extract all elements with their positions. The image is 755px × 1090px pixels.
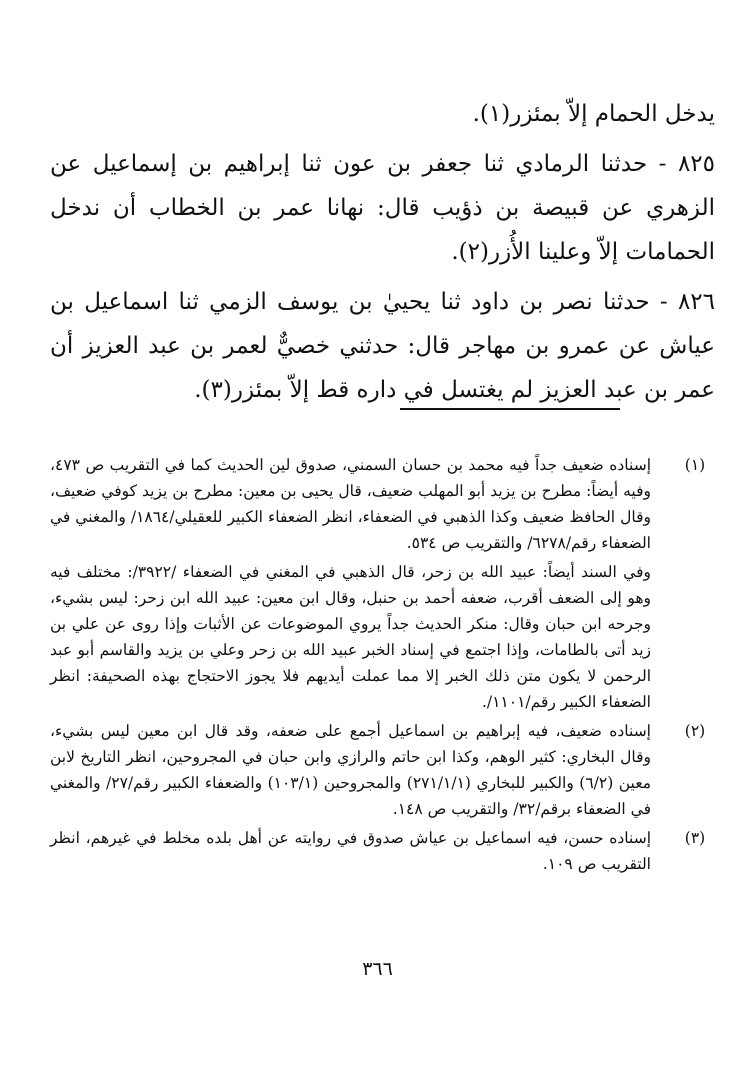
main-text [50,92,715,418]
hadith-825: ٨٢٥ - حدثنا الرمادي ثنا جعفر بن عون ثنا إبراهيم بن إسماعيل عن الزهري عن قبيصة بن ذؤيب قال: نهانا عمر بن الخطاب أن ندخل الحمامات إلاّ وعلينا الأُزر(٢). [50,151,715,265]
page-number: ٣٦٦ [362,958,393,980]
hadith-826: ٨٢٦ - حدثنا نصر بن داود ثنا يحييٰ بن يوسف الزمي ثنا اسماعيل بن عياش عن عمرو بن مهاجر قال: حدثني خصيٌّ لعمر بن عبد العزيز أن عمر بن عبد العزيز لم يغتسل في داره قط إلاّ بمئزر(٣). [50,289,715,403]
footnote-text-continued: وفي السند أيضاً: عبيد الله بن زحر، قال الذهبي في المغني في الضعفاء /٣٩٢٢/: مختلف فيه وهو إلى الضعف أقرب، ضعفه أحمد بن حنبل، وقال ابن معين: عبيد الله ابن زحر: ليس بشيء، وجرحه ابن حبان وقال: منكر الحديث جداً يروي الموضوعات عن الأثبات وإذا روى عن علي بن زيد أتى بالطامات، وإذا اجتمع في إسناد الخبر عبيد الله بن زحر وعلي بن يزيد والقاسم أبو عبد الرحمن لا يكون متن ذلك الخبر إلا مما عملت أيديهم فلا يجوز الاحتجاج بهذه الصحيفة: انظر الضعفاء الكبير رقم/١١٠١/. [50,563,651,711]
footnote-2 [50,718,715,822]
footnotes [50,452,715,880]
footnote-number: (٣) [684,829,706,847]
main-paragraph: يدخل الحمام إلاّ بمئزر(١). [472,101,715,127]
footnote-3 [50,825,715,877]
footnote-text: إسناده حسن، فيه اسماعيل بن عياش صدوق في روايته عن أهل بلده مخلط في غيرهم، انظر التقريب ص ١٠٩. [50,829,651,873]
footnote-separator [400,408,620,410]
footnote-number: (٢) [684,722,706,740]
footnote-text: إسناده ضعيف، فيه إبراهيم بن اسماعيل أجمع على ضعفه، وقد قال ابن معين ليس بشيء، وقال البخاري: كثير الوهم، وكذا ابن حاتم والرازي وابن حبان في المجروحين، انظر التاريخ لابن معين (٦/٢) والكبير للبخاري (٢٧١/١/١) والمجروحين (١٠٣/١) والضعفاء الكبير رقم/٢٧/ والمغني في الضعفاء برقم/٣٢/ والتقريب ص ١٤٨. [50,722,652,818]
footnote-text: إسناده ضعيف جداً فيه محمد بن حسان السمني، صدوق لين الحديث كما في التقريب ص ٤٧٣، وفيه أيضاً: مطرح بن يزيد أبو المهلب ضعيف، قال يحيى بن معين: مطرح بن يزيد كوفي ضعيف، وقال الحافظ ضعيف وكذا الذهبي في الضعفاء، انظر الضعفاء الكبير للعقيلي/١٨٦٤/ والمغني في الضعفاء رقم/٦٢٧٨/ والتقريب ص ٥٣٤. [50,456,651,552]
footnote-number: (١) [684,456,706,474]
footnote-1 [50,452,715,715]
